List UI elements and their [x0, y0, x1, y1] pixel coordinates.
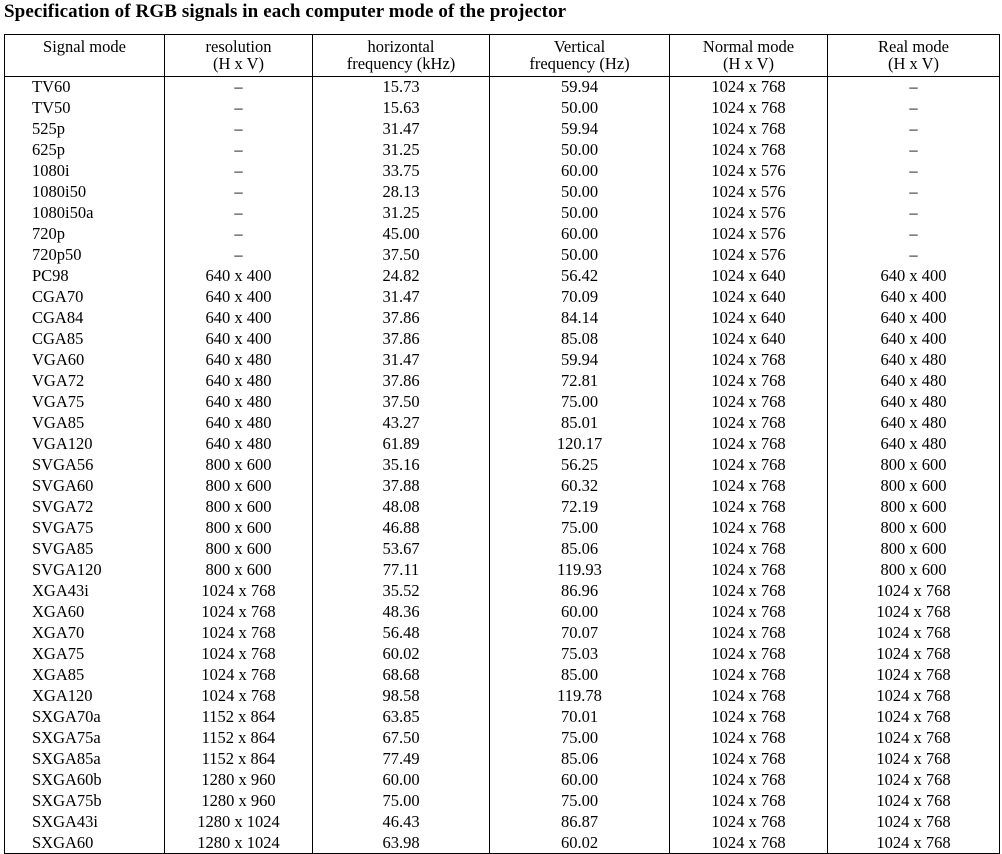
real-mode-cell: –: [828, 182, 1000, 203]
signal-mode-cell: 625p: [5, 140, 165, 161]
real-mode-cell: 800 x 600: [828, 455, 1000, 476]
normal-mode-cell: 1024 x 768: [670, 371, 828, 392]
real-mode-cell: 1024 x 768: [828, 623, 1000, 644]
table-row: [5, 749, 1000, 770]
resolution-cell: 640 x 480: [165, 392, 313, 413]
real-mode-cell: –: [828, 224, 1000, 245]
resolution-cell: 640 x 480: [165, 434, 313, 455]
resolution-cell: –: [165, 203, 313, 224]
normal-mode-cell: 1024 x 576: [670, 182, 828, 203]
signal-mode-cell: 1080i50: [5, 182, 165, 203]
column-header-normal-mode: [670, 35, 828, 77]
signal-mode-cell: SVGA120: [5, 560, 165, 581]
vertical-frequency-cell: 75.00: [490, 728, 670, 749]
normal-mode-cell: 1024 x 768: [670, 602, 828, 623]
vertical-frequency-cell: 75.00: [490, 392, 670, 413]
table-row: [5, 245, 1000, 266]
horizontal-frequency-cell: 15.63: [313, 98, 490, 119]
horizontal-frequency-cell: 67.50: [313, 728, 490, 749]
signal-mode-cell: VGA85: [5, 413, 165, 434]
column-header-line: (H x V): [887, 54, 940, 73]
horizontal-frequency-cell: 60.02: [313, 644, 490, 665]
horizontal-frequency-cell: 61.89: [313, 434, 490, 455]
normal-mode-cell: 1024 x 768: [670, 455, 828, 476]
signal-mode-cell: CGA85: [5, 329, 165, 350]
real-mode-cell: 1024 x 768: [828, 665, 1000, 686]
vertical-frequency-cell: 75.00: [490, 791, 670, 812]
signal-mode-cell: XGA43i: [5, 581, 165, 602]
column-header-line: Real mode: [877, 37, 950, 56]
table-row: [5, 539, 1000, 560]
horizontal-frequency-cell: 75.00: [313, 791, 490, 812]
normal-mode-cell: 1024 x 768: [670, 623, 828, 644]
real-mode-cell: –: [828, 161, 1000, 182]
resolution-cell: 640 x 480: [165, 350, 313, 371]
vertical-frequency-cell: 50.00: [490, 98, 670, 119]
real-mode-cell: 640 x 480: [828, 371, 1000, 392]
real-mode-cell: 640 x 480: [828, 413, 1000, 434]
table-row: [5, 350, 1000, 371]
vertical-frequency-cell: 60.00: [490, 224, 670, 245]
normal-mode-cell: 1024 x 768: [670, 392, 828, 413]
normal-mode-cell: 1024 x 768: [670, 833, 828, 854]
real-mode-cell: 1024 x 768: [828, 728, 1000, 749]
vertical-frequency-cell: 85.08: [490, 329, 670, 350]
signal-mode-cell: 720p50: [5, 245, 165, 266]
real-mode-cell: 640 x 480: [828, 434, 1000, 455]
table-row: [5, 770, 1000, 791]
real-mode-cell: 800 x 600: [828, 476, 1000, 497]
signal-mode-cell: CGA84: [5, 308, 165, 329]
table-row: [5, 329, 1000, 350]
normal-mode-cell: 1024 x 768: [670, 434, 828, 455]
table-row: [5, 497, 1000, 518]
horizontal-frequency-cell: 37.86: [313, 308, 490, 329]
vertical-frequency-cell: 75.03: [490, 644, 670, 665]
normal-mode-cell: 1024 x 768: [670, 644, 828, 665]
column-header-line: (H x V): [212, 54, 265, 73]
signal-mode-cell: XGA75: [5, 644, 165, 665]
resolution-cell: 1152 x 864: [165, 728, 313, 749]
real-mode-cell: 1024 x 768: [828, 749, 1000, 770]
vertical-frequency-cell: 60.00: [490, 770, 670, 791]
real-mode-cell: 640 x 480: [828, 392, 1000, 413]
table-row: [5, 665, 1000, 686]
signal-mode-cell: SVGA72: [5, 497, 165, 518]
horizontal-frequency-cell: 63.98: [313, 833, 490, 854]
signal-mode-cell: SVGA85: [5, 539, 165, 560]
signal-mode-cell: SXGA75a: [5, 728, 165, 749]
horizontal-frequency-cell: 35.16: [313, 455, 490, 476]
table-row: [5, 644, 1000, 665]
normal-mode-cell: 1024 x 768: [670, 119, 828, 140]
horizontal-frequency-cell: 28.13: [313, 182, 490, 203]
normal-mode-cell: 1024 x 768: [670, 140, 828, 161]
vertical-frequency-cell: 85.00: [490, 665, 670, 686]
vertical-frequency-cell: 59.94: [490, 77, 670, 98]
vertical-frequency-cell: 59.94: [490, 350, 670, 371]
vertical-frequency-cell: 50.00: [490, 140, 670, 161]
table-row: [5, 707, 1000, 728]
signal-mode-cell: XGA85: [5, 665, 165, 686]
normal-mode-cell: 1024 x 576: [670, 161, 828, 182]
signal-mode-cell: VGA75: [5, 392, 165, 413]
resolution-cell: 1152 x 864: [165, 749, 313, 770]
signal-mode-cell: 525p: [5, 119, 165, 140]
real-mode-cell: 1024 x 768: [828, 644, 1000, 665]
real-mode-cell: –: [828, 98, 1000, 119]
table-row: [5, 203, 1000, 224]
signal-mode-cell: SXGA60b: [5, 770, 165, 791]
normal-mode-cell: 1024 x 768: [670, 707, 828, 728]
normal-mode-cell: 1024 x 768: [670, 749, 828, 770]
column-header-line: resolution: [205, 37, 272, 56]
table-row: [5, 623, 1000, 644]
normal-mode-cell: 1024 x 768: [670, 812, 828, 833]
resolution-cell: –: [165, 245, 313, 266]
resolution-cell: –: [165, 140, 313, 161]
signal-mode-cell: VGA72: [5, 371, 165, 392]
real-mode-cell: 1024 x 768: [828, 602, 1000, 623]
real-mode-cell: 1024 x 768: [828, 812, 1000, 833]
table-row: [5, 266, 1000, 287]
table-row: [5, 791, 1000, 812]
signal-mode-cell: XGA70: [5, 623, 165, 644]
real-mode-cell: 640 x 400: [828, 266, 1000, 287]
signal-mode-cell: 1080i50a: [5, 203, 165, 224]
vertical-frequency-cell: 86.87: [490, 812, 670, 833]
table-row: [5, 812, 1000, 833]
column-header-line: horizontal: [367, 37, 435, 56]
resolution-cell: 1024 x 768: [165, 623, 313, 644]
column-header-signal-mode: [5, 35, 165, 77]
vertical-frequency-cell: 50.00: [490, 245, 670, 266]
horizontal-frequency-cell: 53.67: [313, 539, 490, 560]
vertical-frequency-cell: 75.00: [490, 518, 670, 539]
vertical-frequency-cell: 60.00: [490, 602, 670, 623]
table-header-row: [5, 35, 1000, 77]
horizontal-frequency-cell: 68.68: [313, 665, 490, 686]
horizontal-frequency-cell: 60.00: [313, 770, 490, 791]
horizontal-frequency-cell: 31.47: [313, 287, 490, 308]
vertical-frequency-cell: 70.01: [490, 707, 670, 728]
vertical-frequency-cell: 60.00: [490, 161, 670, 182]
resolution-cell: –: [165, 77, 313, 98]
vertical-frequency-cell: 85.06: [490, 539, 670, 560]
real-mode-cell: 640 x 400: [828, 308, 1000, 329]
signal-mode-cell: SVGA60: [5, 476, 165, 497]
resolution-cell: 1024 x 768: [165, 665, 313, 686]
signal-mode-cell: PC98: [5, 266, 165, 287]
normal-mode-cell: 1024 x 768: [670, 413, 828, 434]
horizontal-frequency-cell: 46.88: [313, 518, 490, 539]
table-row: [5, 161, 1000, 182]
vertical-frequency-cell: 60.02: [490, 833, 670, 854]
table-row: [5, 77, 1000, 98]
normal-mode-cell: 1024 x 640: [670, 329, 828, 350]
resolution-cell: 1024 x 768: [165, 581, 313, 602]
vertical-frequency-cell: 119.78: [490, 686, 670, 707]
column-header-resolution: [165, 35, 313, 77]
normal-mode-cell: 1024 x 768: [670, 518, 828, 539]
resolution-cell: 800 x 600: [165, 476, 313, 497]
table-row: [5, 182, 1000, 203]
horizontal-frequency-cell: 48.08: [313, 497, 490, 518]
resolution-cell: 1280 x 960: [165, 770, 313, 791]
signal-mode-cell: XGA60: [5, 602, 165, 623]
column-header-horizontal-frequency: [313, 35, 490, 77]
vertical-frequency-cell: 86.96: [490, 581, 670, 602]
table-row: [5, 413, 1000, 434]
normal-mode-cell: 1024 x 768: [670, 350, 828, 371]
horizontal-frequency-cell: 37.86: [313, 329, 490, 350]
resolution-cell: 640 x 480: [165, 413, 313, 434]
vertical-frequency-cell: 72.19: [490, 497, 670, 518]
table-row: [5, 602, 1000, 623]
resolution-cell: 800 x 600: [165, 560, 313, 581]
horizontal-frequency-cell: 37.50: [313, 245, 490, 266]
real-mode-cell: 1024 x 768: [828, 686, 1000, 707]
resolution-cell: 800 x 600: [165, 455, 313, 476]
signal-mode-cell: 720p: [5, 224, 165, 245]
signal-mode-cell: SVGA56: [5, 455, 165, 476]
signal-mode-cell: SVGA75: [5, 518, 165, 539]
real-mode-cell: 640 x 400: [828, 329, 1000, 350]
horizontal-frequency-cell: 43.27: [313, 413, 490, 434]
resolution-cell: 800 x 600: [165, 539, 313, 560]
horizontal-frequency-cell: 37.50: [313, 392, 490, 413]
vertical-frequency-cell: 70.09: [490, 287, 670, 308]
normal-mode-cell: 1024 x 768: [670, 539, 828, 560]
normal-mode-cell: 1024 x 768: [670, 686, 828, 707]
horizontal-frequency-cell: 37.88: [313, 476, 490, 497]
real-mode-cell: 1024 x 768: [828, 791, 1000, 812]
vertical-frequency-cell: 59.94: [490, 119, 670, 140]
table-row: [5, 476, 1000, 497]
horizontal-frequency-cell: 15.73: [313, 77, 490, 98]
column-header-vertical-frequency: [490, 35, 670, 77]
real-mode-cell: 800 x 600: [828, 497, 1000, 518]
vertical-frequency-cell: 60.32: [490, 476, 670, 497]
horizontal-frequency-cell: 45.00: [313, 224, 490, 245]
resolution-cell: 1024 x 768: [165, 644, 313, 665]
real-mode-cell: 1024 x 768: [828, 581, 1000, 602]
horizontal-frequency-cell: 56.48: [313, 623, 490, 644]
table-row: [5, 560, 1000, 581]
table-row: [5, 98, 1000, 119]
resolution-cell: –: [165, 182, 313, 203]
normal-mode-cell: 1024 x 640: [670, 266, 828, 287]
column-header-line: frequency (Hz): [529, 54, 630, 73]
table-row: [5, 392, 1000, 413]
normal-mode-cell: 1024 x 576: [670, 203, 828, 224]
horizontal-frequency-cell: 31.25: [313, 140, 490, 161]
horizontal-frequency-cell: 77.11: [313, 560, 490, 581]
resolution-cell: 640 x 400: [165, 287, 313, 308]
resolution-cell: 1280 x 960: [165, 791, 313, 812]
signal-mode-cell: XGA120: [5, 686, 165, 707]
vertical-frequency-cell: 85.06: [490, 749, 670, 770]
signal-mode-cell: SXGA75b: [5, 791, 165, 812]
signal-mode-cell: TV50: [5, 98, 165, 119]
vertical-frequency-cell: 72.81: [490, 371, 670, 392]
signal-mode-cell: VGA60: [5, 350, 165, 371]
resolution-cell: –: [165, 119, 313, 140]
resolution-cell: 1280 x 1024: [165, 812, 313, 833]
vertical-frequency-cell: 84.14: [490, 308, 670, 329]
normal-mode-cell: 1024 x 768: [670, 581, 828, 602]
table-row: [5, 308, 1000, 329]
normal-mode-cell: 1024 x 640: [670, 287, 828, 308]
vertical-frequency-cell: 56.25: [490, 455, 670, 476]
normal-mode-cell: 1024 x 768: [670, 560, 828, 581]
table-row: [5, 287, 1000, 308]
signal-mode-cell: SXGA85a: [5, 749, 165, 770]
real-mode-cell: –: [828, 119, 1000, 140]
vertical-frequency-cell: 120.17: [490, 434, 670, 455]
column-header-line: (H x V): [722, 54, 775, 73]
resolution-cell: 800 x 600: [165, 518, 313, 539]
table-row: [5, 686, 1000, 707]
resolution-cell: 640 x 400: [165, 266, 313, 287]
resolution-cell: –: [165, 98, 313, 119]
resolution-cell: 1024 x 768: [165, 686, 313, 707]
real-mode-cell: 1024 x 768: [828, 707, 1000, 728]
vertical-frequency-cell: 119.93: [490, 560, 670, 581]
table-row: [5, 434, 1000, 455]
resolution-cell: 640 x 480: [165, 371, 313, 392]
resolution-cell: 1280 x 1024: [165, 833, 313, 854]
horizontal-frequency-cell: 35.52: [313, 581, 490, 602]
real-mode-cell: 640 x 400: [828, 287, 1000, 308]
horizontal-frequency-cell: 46.43: [313, 812, 490, 833]
normal-mode-cell: 1024 x 768: [670, 665, 828, 686]
column-header-real-mode: [828, 35, 1000, 77]
resolution-cell: 800 x 600: [165, 497, 313, 518]
table-row: [5, 518, 1000, 539]
horizontal-frequency-cell: 37.86: [313, 371, 490, 392]
resolution-cell: 640 x 400: [165, 308, 313, 329]
real-mode-cell: –: [828, 245, 1000, 266]
table-row: [5, 455, 1000, 476]
table-row: [5, 119, 1000, 140]
vertical-frequency-cell: 85.01: [490, 413, 670, 434]
real-mode-cell: –: [828, 203, 1000, 224]
table-body: [5, 77, 1000, 854]
signal-mode-cell: 1080i: [5, 161, 165, 182]
column-header-line: Vertical: [553, 37, 606, 56]
vertical-frequency-cell: 56.42: [490, 266, 670, 287]
resolution-cell: 1152 x 864: [165, 707, 313, 728]
resolution-cell: 1024 x 768: [165, 602, 313, 623]
real-mode-cell: 800 x 600: [828, 560, 1000, 581]
vertical-frequency-cell: 50.00: [490, 182, 670, 203]
table-row: [5, 581, 1000, 602]
signal-mode-cell: TV60: [5, 77, 165, 98]
signal-mode-cell: VGA120: [5, 434, 165, 455]
horizontal-frequency-cell: 31.47: [313, 350, 490, 371]
resolution-cell: –: [165, 161, 313, 182]
real-mode-cell: 640 x 480: [828, 350, 1000, 371]
horizontal-frequency-cell: 33.75: [313, 161, 490, 182]
resolution-cell: 640 x 400: [165, 329, 313, 350]
real-mode-cell: –: [828, 140, 1000, 161]
horizontal-frequency-cell: 63.85: [313, 707, 490, 728]
table-row: [5, 728, 1000, 749]
normal-mode-cell: 1024 x 768: [670, 98, 828, 119]
horizontal-frequency-cell: 98.58: [313, 686, 490, 707]
real-mode-cell: –: [828, 77, 1000, 98]
column-header-line: Normal mode: [702, 37, 795, 56]
normal-mode-cell: 1024 x 640: [670, 308, 828, 329]
vertical-frequency-cell: 50.00: [490, 203, 670, 224]
table-row: [5, 224, 1000, 245]
table-row: [5, 833, 1000, 854]
horizontal-frequency-cell: 31.47: [313, 119, 490, 140]
horizontal-frequency-cell: 48.36: [313, 602, 490, 623]
column-header-line: Signal mode: [43, 37, 126, 56]
vertical-frequency-cell: 70.07: [490, 623, 670, 644]
normal-mode-cell: 1024 x 768: [670, 791, 828, 812]
real-mode-cell: 1024 x 768: [828, 833, 1000, 854]
normal-mode-cell: 1024 x 768: [670, 728, 828, 749]
normal-mode-cell: 1024 x 768: [670, 77, 828, 98]
normal-mode-cell: 1024 x 768: [670, 476, 828, 497]
normal-mode-cell: 1024 x 576: [670, 224, 828, 245]
signal-mode-cell: SXGA70a: [5, 707, 165, 728]
real-mode-cell: 800 x 600: [828, 539, 1000, 560]
real-mode-cell: 800 x 600: [828, 518, 1000, 539]
resolution-cell: –: [165, 224, 313, 245]
table-row: [5, 140, 1000, 161]
page-title: Specification of RGB signals in each computer mode of the projector: [4, 1, 567, 22]
normal-mode-cell: 1024 x 768: [670, 497, 828, 518]
signal-mode-cell: CGA70: [5, 287, 165, 308]
table-row: [5, 371, 1000, 392]
signal-mode-cell: SXGA60: [5, 833, 165, 854]
column-header-line: frequency (kHz): [346, 54, 456, 73]
signal-mode-cell: SXGA43i: [5, 812, 165, 833]
real-mode-cell: 1024 x 768: [828, 770, 1000, 791]
horizontal-frequency-cell: 77.49: [313, 749, 490, 770]
horizontal-frequency-cell: 31.25: [313, 203, 490, 224]
normal-mode-cell: 1024 x 576: [670, 245, 828, 266]
signal-spec-table: [4, 34, 1000, 854]
horizontal-frequency-cell: 24.82: [313, 266, 490, 287]
normal-mode-cell: 1024 x 768: [670, 770, 828, 791]
